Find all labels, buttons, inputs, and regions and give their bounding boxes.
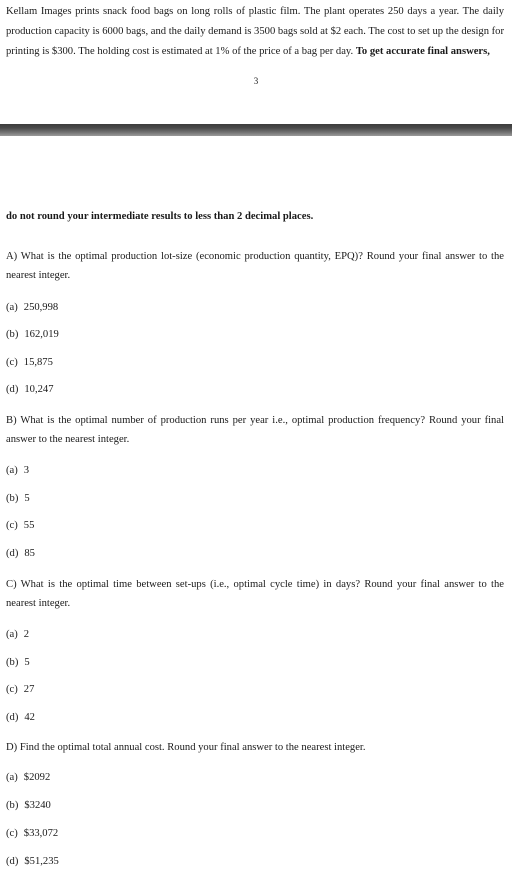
question-c-option-c[interactable] <box>6 683 34 697</box>
question-d-option-b[interactable] <box>6 799 51 813</box>
option-label: (b) <box>6 329 19 340</box>
option-label: (b) <box>6 800 19 811</box>
question-b-option-d[interactable] <box>6 547 35 561</box>
option-value: 3 <box>23 465 30 476</box>
option-label: (c) <box>6 357 18 368</box>
option-label: (c) <box>6 828 18 839</box>
question-b-prompt: B) What is the optimal number of production runs per year i.e., optimal production frequency? Round your final answer to the nearest integer. <box>6 415 504 445</box>
option-value: 27 <box>23 684 35 695</box>
question-c-option-b[interactable] <box>6 656 30 670</box>
option-label: (d) <box>6 384 19 395</box>
option-label: (d) <box>6 548 19 559</box>
option-label: (a) <box>6 302 18 313</box>
option-value: 55 <box>23 520 35 531</box>
question-d-prompt: D) Find the optimal total annual cost. Round your final answer to the nearest integer. <box>6 742 366 753</box>
question-b-option-c[interactable] <box>6 519 34 533</box>
option-value: 5 <box>24 493 30 504</box>
option-value: 85 <box>24 548 35 559</box>
option-value: 162,019 <box>24 329 59 340</box>
question-a-option-b[interactable] <box>6 328 59 342</box>
problem-intro-text: Kellam Images prints snack food bags on long rolls of plastic film. The plant operates 250 days a year. The daily production capacity is 6000 bags, and the daily demand is 3500 bags sold at $2 each. The cost to set up the design for printing is $300. The holding cost is estimated at 1% of the price of a bag per day. <box>6 6 504 57</box>
rounding-instruction-end: do not round your intermediate results to less than 2 decimal places. <box>6 211 314 222</box>
option-value: 2 <box>23 629 30 640</box>
option-value: $3240 <box>24 800 51 811</box>
option-value: $33,072 <box>23 828 59 839</box>
option-value: 250,998 <box>23 302 59 313</box>
question-d-option-a[interactable] <box>6 771 50 785</box>
option-value: 42 <box>24 712 35 723</box>
problem-intro <box>6 2 504 62</box>
option-label: (a) <box>6 629 18 640</box>
question-c-prompt: C) What is the optimal time between set-ups (i.e., optimal cycle time) in days? Round your final answer to the nearest integer. <box>6 579 504 609</box>
question-c-option-d[interactable] <box>6 711 35 725</box>
question-b-option-a[interactable] <box>6 464 29 478</box>
question-c-option-a[interactable] <box>6 628 29 642</box>
page-number: 3 <box>253 76 259 86</box>
question-a-option-c[interactable] <box>6 356 53 370</box>
question-a-option-a[interactable] <box>6 301 58 315</box>
option-value: $51,235 <box>24 856 59 867</box>
rounding-instruction-start: To get accurate final answers, <box>355 46 490 57</box>
option-value: 10,247 <box>24 384 54 395</box>
option-value: $2092 <box>23 772 51 783</box>
question-a-option-d[interactable] <box>6 383 54 397</box>
question-d-option-d[interactable] <box>6 855 59 869</box>
question-b-option-b[interactable] <box>6 492 30 506</box>
option-label: (c) <box>6 684 18 695</box>
option-label: (b) <box>6 493 19 504</box>
option-value: 15,875 <box>23 357 53 368</box>
option-label: (b) <box>6 657 19 668</box>
option-label: (d) <box>6 712 19 723</box>
option-label: (a) <box>6 465 18 476</box>
question-a-prompt: A) What is the optimal production lot-size (economic production quantity, EPQ)? Round your final answer to the nearest integer. <box>6 251 504 281</box>
option-label: (a) <box>6 772 18 783</box>
option-label: (d) <box>6 856 19 867</box>
page-break-divider <box>0 124 512 136</box>
option-label: (c) <box>6 520 18 531</box>
question-d-option-c[interactable] <box>6 827 58 841</box>
option-value: 5 <box>24 657 30 668</box>
